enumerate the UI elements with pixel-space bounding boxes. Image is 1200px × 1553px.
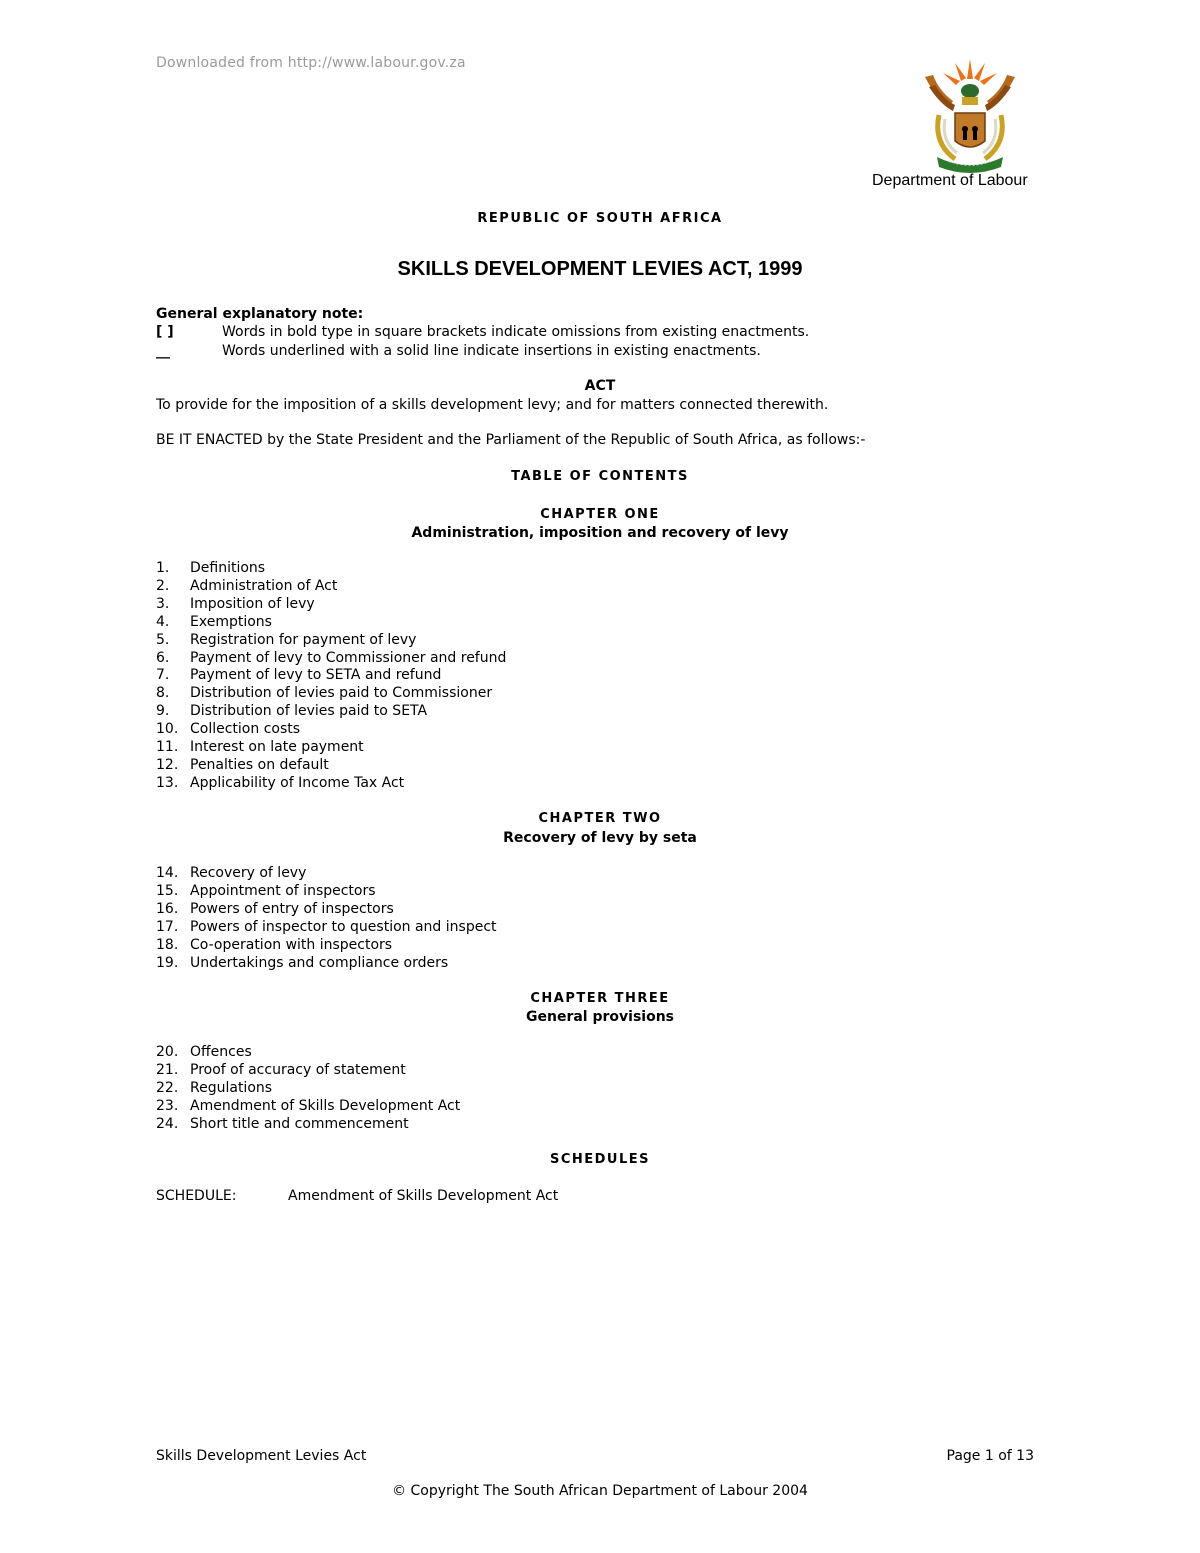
toc-item <box>156 650 506 668</box>
underline-symbol: __ <box>156 343 170 359</box>
chapter-two-label: CHAPTER TWO <box>538 811 662 826</box>
section-title: Co-operation with inspectors <box>190 936 393 953</box>
act-purpose: To provide for the imposition of a skills development levy; and for matters connected therewith. <box>156 397 829 413</box>
schedule-text: Amendment of Skills Development Act <box>288 1188 559 1204</box>
toc-item <box>156 667 506 685</box>
section-title: Offences <box>190 1044 252 1060</box>
act-title: SKILLS DEVELOPMENT LEVIES ACT, 1999 <box>397 258 803 280</box>
section-number: 17. <box>156 918 179 935</box>
section-number: 14. <box>156 865 179 881</box>
section-number: 18. <box>156 936 179 953</box>
section-title: Interest on late payment <box>190 739 364 756</box>
section-number: 2. <box>156 577 170 594</box>
toc-item <box>156 685 506 703</box>
section-title: Recovery of levy <box>190 865 307 881</box>
chapter-three-label: CHAPTER THREE <box>530 991 670 1006</box>
section-title: Imposition of levy <box>190 595 315 612</box>
toc-item <box>156 1116 460 1134</box>
section-title: Powers of inspector to question and inspect <box>190 918 497 935</box>
section-title: Collection costs <box>190 721 301 738</box>
download-source-note: Downloaded from http://www.labour.gov.za <box>156 55 466 71</box>
section-title: Short title and commencement <box>190 1115 409 1132</box>
section-number: 4. <box>156 613 170 630</box>
schedule-row <box>156 1188 558 1204</box>
toc-item <box>156 614 506 632</box>
section-number: 15. <box>156 882 179 899</box>
explanatory-note-text: Words underlined with a solid line indicate insertions in existing enactments. <box>222 343 761 359</box>
section-number: 23. <box>156 1097 179 1114</box>
section-title: Undertakings and compliance orders <box>190 954 449 971</box>
section-number: 8. <box>156 685 170 702</box>
section-title: Registration for payment of levy <box>190 631 417 648</box>
toc-item <box>156 937 497 955</box>
explanatory-note-row <box>156 324 809 340</box>
section-title: Applicability of Income Tax Act <box>190 774 405 791</box>
toc-item <box>156 721 506 739</box>
department-name: Department of Labour <box>872 172 1028 189</box>
republic-heading: REPUBLIC OF SOUTH AFRICA <box>477 211 723 226</box>
explanatory-note-text: Words in bold type in square brackets indicate omissions from existing enactments. <box>222 324 810 340</box>
section-number: 6. <box>156 649 170 666</box>
toc-heading: TABLE OF CONTENTS <box>511 469 689 484</box>
section-number: 3. <box>156 595 170 612</box>
toc-item <box>156 632 506 650</box>
chapter-one-label: CHAPTER ONE <box>540 507 660 522</box>
section-number: 21. <box>156 1061 179 1078</box>
section-title: Payment of levy to SETA and refund <box>190 667 442 684</box>
section-number: 9. <box>156 703 170 720</box>
copyright-notice: © Copyright The South African Department of Labour 2004 <box>392 1483 808 1499</box>
toc-item <box>156 883 497 901</box>
brackets-symbol: [ ] <box>156 324 174 340</box>
section-number: 20. <box>156 1044 179 1060</box>
section-title: Regulations <box>190 1079 273 1096</box>
act-label: ACT <box>584 378 616 394</box>
toc-item <box>156 1098 460 1116</box>
section-number: 11. <box>156 739 179 756</box>
section-title: Payment of levy to Commissioner and refund <box>190 649 507 666</box>
toc-item <box>156 739 506 757</box>
section-title: Distribution of levies paid to Commissioner <box>190 685 493 702</box>
schedules-heading: SCHEDULES <box>549 1152 651 1167</box>
enacting-clause: BE IT ENACTED by the State President and the Parliament of the Republic of South Africa, as follows:- <box>156 432 866 448</box>
chapter-three-subtitle: General provisions <box>526 1009 674 1025</box>
section-number: 24. <box>156 1115 179 1132</box>
section-title: Administration of Act <box>190 577 338 594</box>
section-number: 1. <box>156 560 170 576</box>
toc-item <box>156 1080 460 1098</box>
toc-item <box>156 865 497 883</box>
explanatory-note-heading: General explanatory note: <box>156 306 364 322</box>
section-title: Definitions <box>190 560 266 576</box>
toc-item <box>156 560 506 578</box>
chapter-one-subtitle: Administration, imposition and recovery of levy <box>411 525 789 541</box>
section-title: Penalties on default <box>190 756 329 773</box>
chapter-two-sections <box>156 865 497 972</box>
section-number: 7. <box>156 667 170 684</box>
toc-item <box>156 1044 460 1062</box>
section-number: 19. <box>156 954 179 971</box>
page-number: Page 1 of 13 <box>946 1448 1034 1464</box>
toc-item <box>156 757 506 775</box>
section-title: Proof of accuracy of statement <box>190 1061 406 1078</box>
toc-item <box>156 578 506 596</box>
section-number: 10. <box>156 721 179 738</box>
toc-item <box>156 596 506 614</box>
toc-item <box>156 1062 460 1080</box>
chapter-one-sections <box>156 560 506 793</box>
section-number: 13. <box>156 774 179 791</box>
section-title: Exemptions <box>190 613 272 630</box>
chapter-three-sections <box>156 1044 460 1134</box>
explanatory-note-row <box>156 343 761 359</box>
toc-item <box>156 775 506 793</box>
toc-item <box>156 901 497 919</box>
toc-item <box>156 919 497 937</box>
section-number: 5. <box>156 631 170 648</box>
section-title: Amendment of Skills Development Act <box>190 1097 461 1114</box>
section-number: 12. <box>156 756 179 773</box>
section-number: 22. <box>156 1079 179 1096</box>
section-title: Appointment of inspectors <box>190 882 376 899</box>
section-title: Distribution of levies paid to SETA <box>190 703 428 720</box>
coat-of-arms-icon <box>915 57 1025 175</box>
toc-item <box>156 955 497 973</box>
footer-document-title: Skills Development Levies Act <box>156 1448 367 1464</box>
chapter-two-subtitle: Recovery of levy by seta <box>503 830 697 846</box>
schedule-label: SCHEDULE: <box>156 1188 237 1204</box>
section-number: 16. <box>156 900 179 917</box>
section-title: Powers of entry of inspectors <box>190 900 394 917</box>
toc-item <box>156 703 506 721</box>
